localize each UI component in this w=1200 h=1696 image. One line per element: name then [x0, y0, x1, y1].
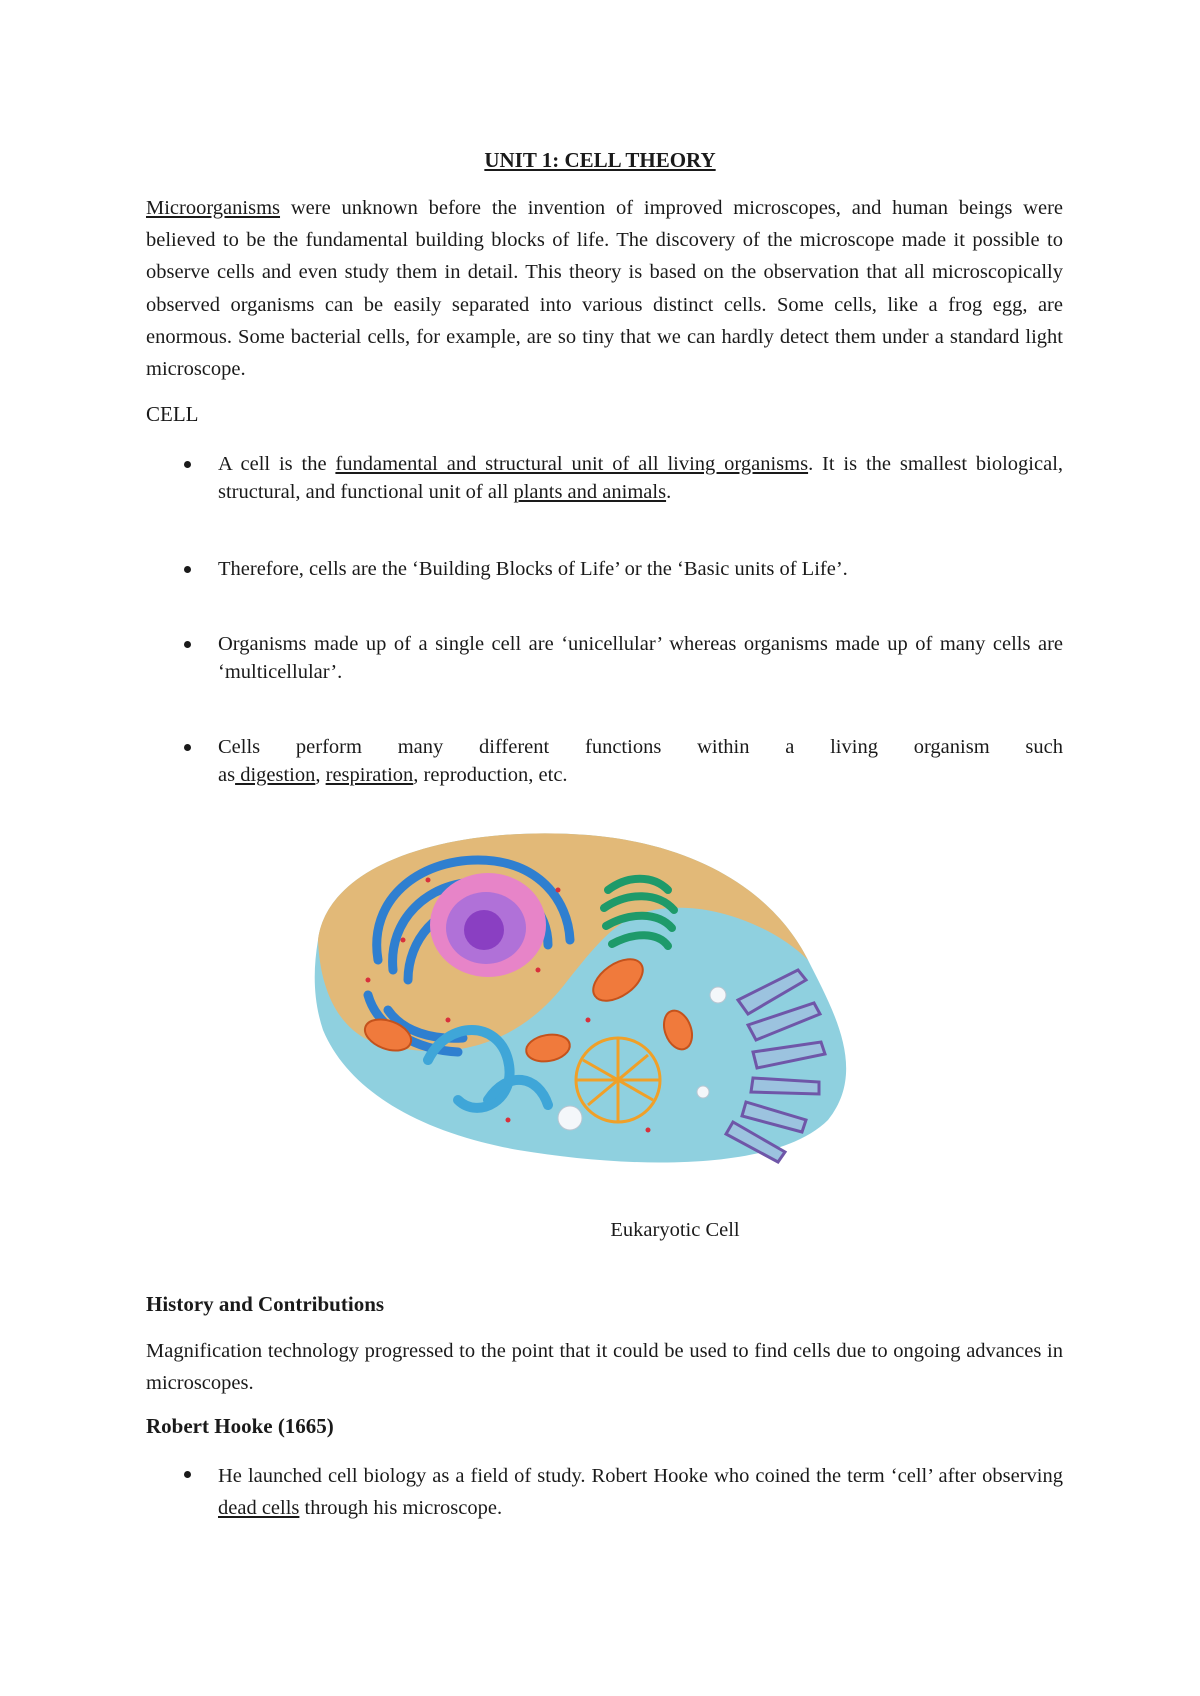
- intro-term: Microorganisms: [146, 197, 281, 219]
- cell-heading: CELL: [146, 402, 199, 426]
- functions-line: Cells perform many different functions within a living organism such: [218, 736, 1063, 758]
- hooke-heading: Robert Hooke (1665): [146, 1414, 334, 1438]
- cell-bullet-unicellular: Organisms made up of a single cell are ‘unicellular’ whereas organisms made up of many cells are ‘multicellular’.: [218, 630, 1063, 686]
- bullet-text: A cell is the: [218, 453, 336, 475]
- page-title: UNIT 1: CELL THEORY: [484, 148, 716, 172]
- bullet-text: ,: [315, 764, 326, 786]
- bullet-text: .: [666, 481, 672, 503]
- cell-bullet-functions: [218, 733, 1063, 789]
- intro-text: were unknown before the invention of improved microscopes, and human beings were believed to be the fundamental building blocks of life. The discovery of the microscope made it possible to observe cells and even study them in detail. This theory is based on the observation that all microscopically observed organisms can be easily separated into various distinct cells. Some cells, like a frog egg, are enormous. Some bacterial cells, for example, are so tiny that we can hardly detect them under a standard light microscope.: [146, 197, 1063, 381]
- bullet-text: , reproduction, etc.: [413, 764, 568, 786]
- nucleolus: [464, 910, 504, 950]
- history-heading: History and Contributions: [146, 1292, 385, 1316]
- underlined-term-plants-animals: plants and animals: [513, 481, 667, 503]
- cell-bullet-definition: [218, 450, 1063, 506]
- underlined-term-digestion: digestion: [235, 764, 316, 786]
- figure-caption: Eukaryotic Cell: [610, 1219, 740, 1241]
- underlined-term-dead-cells: dead cells: [218, 1497, 300, 1519]
- bullet-text: . It is the smallest biological, structural, and functional unit of all: [218, 453, 1064, 503]
- bullet-text: as: [218, 764, 236, 786]
- eukaryotic-cell-illustration: [308, 820, 868, 1175]
- history-paragraph: Magnification technology progressed to the point that it could be used to find cells due to ongoing advances in microscopes.: [146, 1340, 1063, 1394]
- bullet-text: through his microscope.: [299, 1497, 503, 1519]
- bullet-text: He launched cell biology as a field of study. Robert Hooke who coined the term ‘cell’ after observing: [218, 1465, 1063, 1487]
- cell-bullet-building-blocks: Therefore, cells are the ‘Building Blocks of Life’ or the ‘Basic units of Life’.: [218, 555, 1063, 583]
- cytoskeleton: [576, 1038, 660, 1122]
- hooke-bullet: [218, 1460, 1063, 1524]
- intro-paragraph: [146, 192, 1063, 385]
- underlined-term-fundamental-unit: fundamental and structural unit of all living organisms: [335, 453, 809, 475]
- underlined-term-respiration: respiration: [325, 764, 414, 786]
